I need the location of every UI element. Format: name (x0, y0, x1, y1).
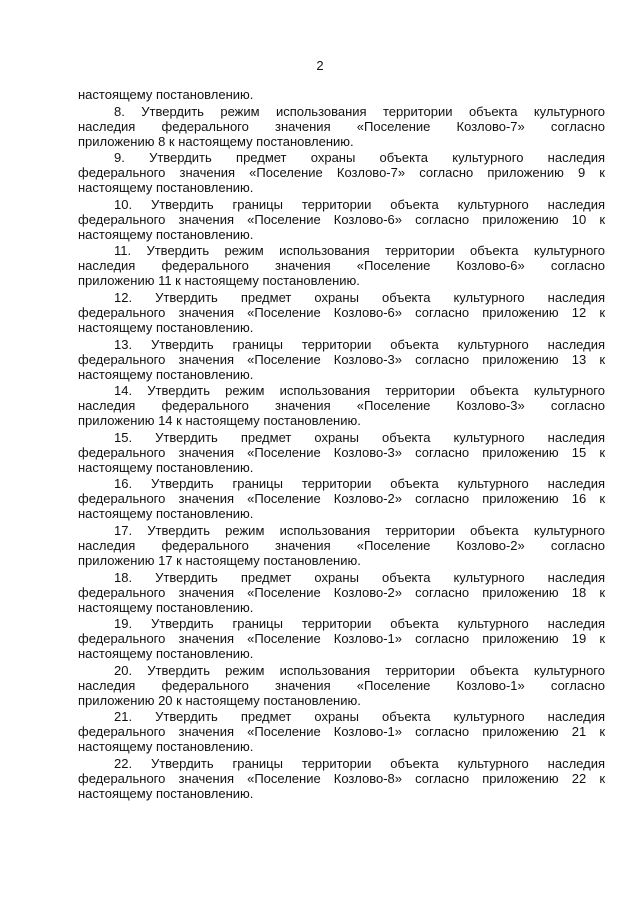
text-line: 22. Утвердить границы территории объекта культурного наследия (114, 755, 605, 771)
text-line: федерального значения «Поселение Козлово-3» согласно приложению 13 к (78, 351, 605, 367)
text-line: настоящему постановлению. (78, 785, 254, 801)
paragraph-item (78, 476, 605, 521)
paragraph-item (78, 383, 605, 428)
text-line: настоящему постановлению. (78, 459, 254, 475)
paragraph-item (78, 523, 605, 568)
text-line: 18. Утвердить предмет охраны объекта культурного наследия (114, 569, 605, 585)
paragraph-item (78, 243, 605, 288)
text-line: федерального значения «Поселение Козлово-2» согласно приложению 18 к (78, 584, 605, 600)
text-line: настоящему постановлению. (78, 366, 254, 382)
text-line: 8. Утвердить режим использования территории объекта культурного (114, 103, 605, 119)
text-line: 11. Утвердить режим использования территории объекта культурного (114, 243, 605, 259)
text-line: настоящему постановлению. (78, 646, 254, 662)
text-line: федерального значения «Поселение Козлово-6» согласно приложению 12 к (78, 304, 605, 320)
text-line: приложению 14 к настоящему постановлению. (78, 413, 361, 429)
text-line: наследия федерального значения «Поселение Козлово-3» согласно (78, 398, 605, 414)
paragraph-item (78, 430, 605, 475)
text-line: 14. Утвердить режим использования территории объекта культурного (114, 383, 605, 399)
text-line: федерального значения «Поселение Козлово-8» согласно приложению 22 к (78, 770, 605, 786)
text-line: настоящему постановлению. (78, 226, 254, 242)
text-line: 17. Утвердить режим использования территории объекта культурного (114, 522, 605, 538)
paragraph-item (78, 616, 605, 661)
paragraph-item (78, 756, 605, 801)
text-line: 9. Утвердить предмет охраны объекта культурного наследия (114, 150, 605, 166)
text-line: 16. Утвердить границы территории объекта культурного наследия (114, 476, 605, 492)
text-line: наследия федерального значения «Поселение Козлово-6» согласно (78, 258, 605, 274)
text-line: приложению 17 к настоящему постановлению. (78, 552, 361, 568)
paragraph-continuation (78, 87, 605, 102)
paragraph-item (78, 570, 605, 615)
text-line: 10. Утвердить границы территории объекта культурного наследия (114, 196, 605, 212)
text-line: приложению 11 к настоящему постановлению. (78, 273, 360, 289)
paragraph-item (78, 663, 605, 708)
text-line: 20. Утвердить режим использования территории объекта культурного (114, 662, 605, 678)
text-line: федерального значения «Поселение Козлово-6» согласно приложению 10 к (78, 211, 605, 227)
text-line: федерального значения «Поселение Козлово-2» согласно приложению 16 к (78, 491, 605, 507)
paragraph-item (78, 337, 605, 382)
text-line: настоящему постановлению. (78, 319, 254, 335)
text-line: приложению 20 к настоящему постановлению. (78, 692, 361, 708)
paragraph-item (78, 290, 605, 335)
text-line: 15. Утвердить предмет охраны объекта культурного наследия (114, 429, 605, 445)
paragraph-item (78, 104, 605, 149)
text-line: 13. Утвердить границы территории объекта культурного наследия (114, 336, 605, 352)
text-line: наследия федерального значения «Поселение Козлово-2» согласно (78, 537, 605, 553)
text-line: настоящему постановлению. (78, 506, 254, 522)
text-line: наследия федерального значения «Поселение Козлово-7» согласно (78, 118, 605, 134)
text-line: 19. Утвердить границы территории объекта культурного наследия (114, 616, 605, 632)
text-line: приложению 8 к настоящему постановлению. (78, 133, 354, 149)
text-line: настоящему постановлению. (78, 739, 254, 755)
paragraph-item (78, 150, 605, 195)
text-line: настоящему постановлению. (78, 599, 254, 615)
text-line: 21. Утвердить предмет охраны объекта культурного наследия (114, 709, 605, 725)
text-line: настоящему постановлению. (78, 87, 254, 102)
paragraph-item (78, 197, 605, 242)
text-line: федерального значения «Поселение Козлово-1» согласно приложению 21 к (78, 724, 605, 740)
page-number: 2 (316, 58, 324, 73)
text-line: федерального значения «Поселение Козлово-7» согласно приложению 9 к (78, 165, 605, 181)
text-line: федерального значения «Поселение Козлово-1» согласно приложению 19 к (78, 631, 605, 647)
text-line: федерального значения «Поселение Козлово-3» согласно приложению 15 к (78, 444, 605, 460)
document-body (78, 87, 605, 803)
text-line: 12. Утвердить предмет охраны объекта культурного наследия (114, 289, 605, 305)
paragraph-item (78, 709, 605, 754)
text-line: наследия федерального значения «Поселение Козлово-1» согласно (78, 677, 605, 693)
text-line: настоящему постановлению. (78, 180, 254, 196)
